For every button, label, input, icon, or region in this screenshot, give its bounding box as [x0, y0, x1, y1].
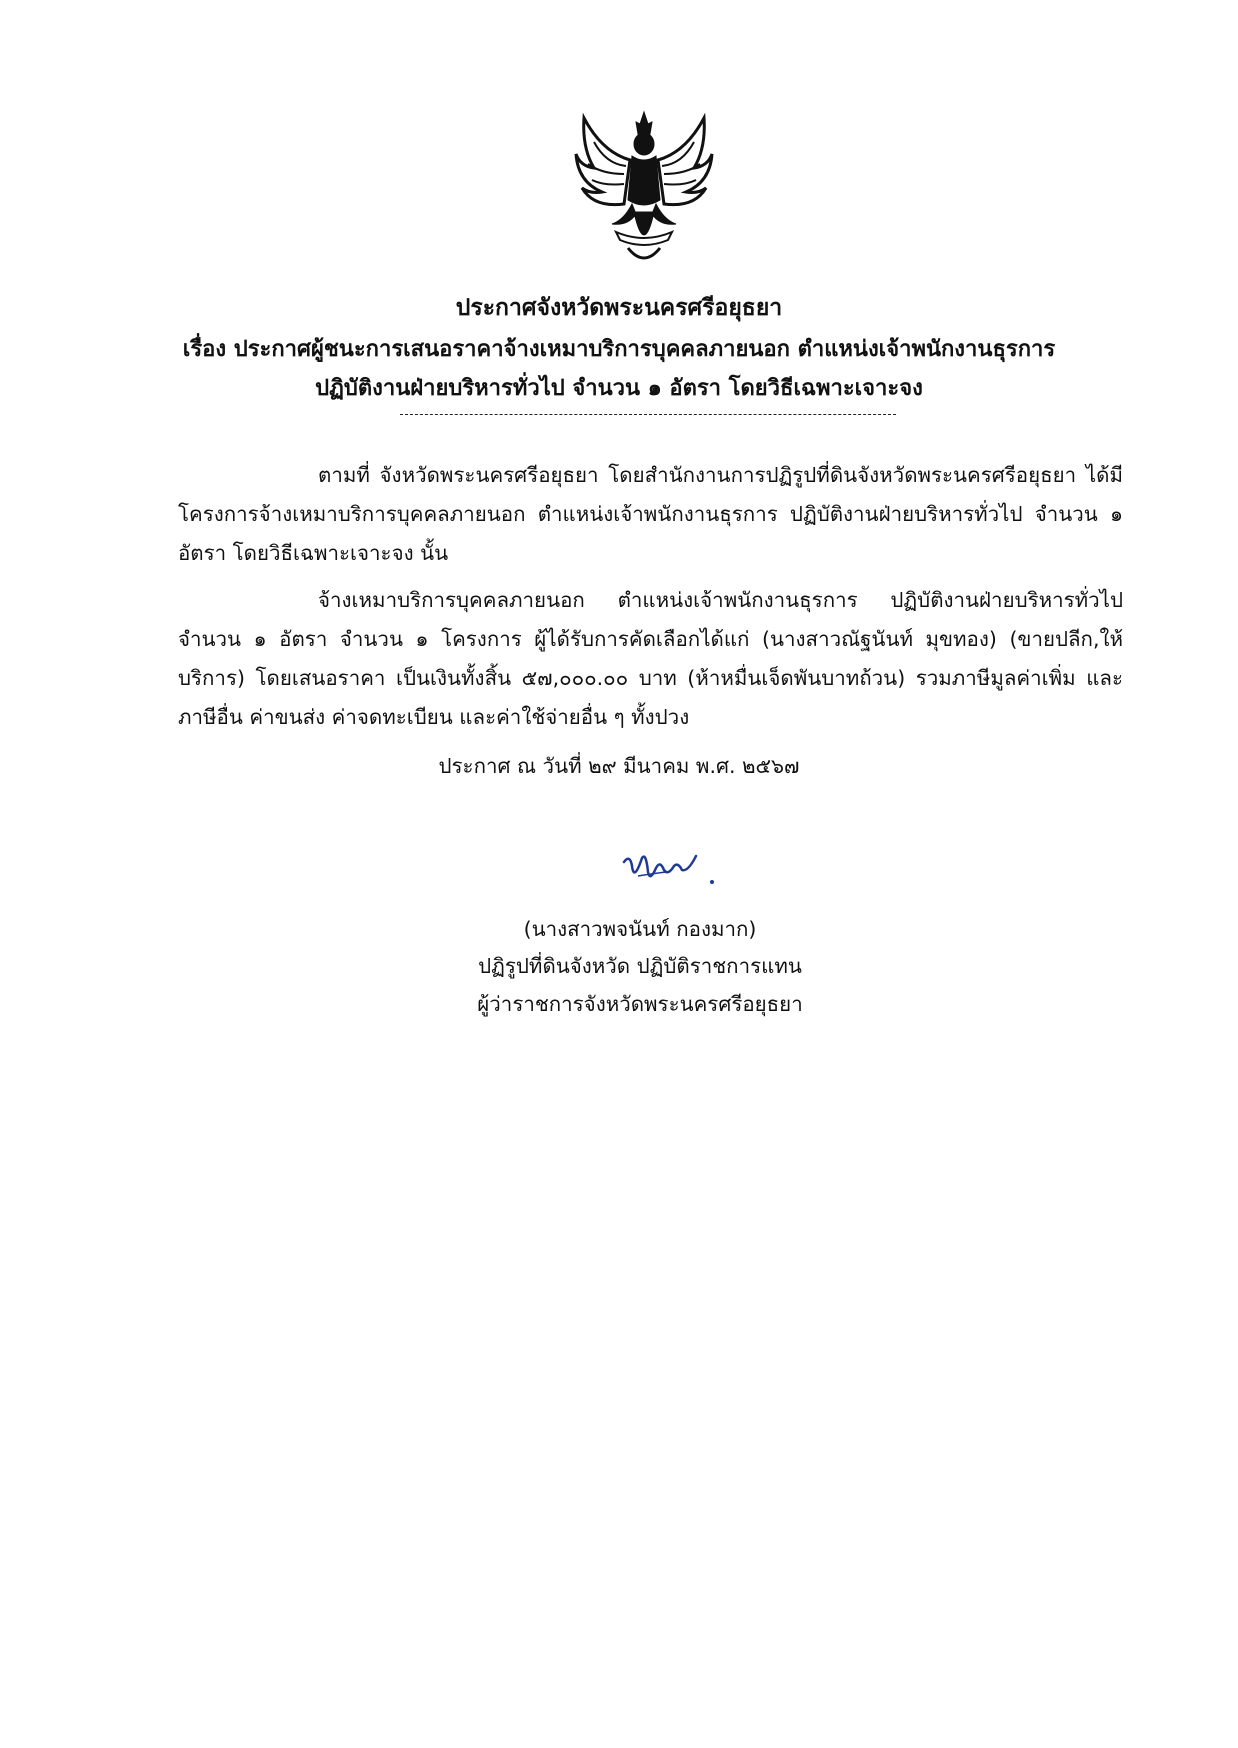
- signatory-name: (นางสาวพจนันท์ กองมาก): [523, 917, 757, 941]
- subject-line-2: ปฏิบัติงานฝ่ายบริหารทั่วไป จำนวน ๑ อัตรา โดยวิธีเฉพาะเจาะจง: [315, 376, 923, 401]
- announcement-date: ประกาศ ณ วันที่ ๒๙ มีนาคม พ.ศ. ๒๕๖๗: [438, 754, 800, 778]
- subject-line-1: เรื่อง ประกาศผู้ชนะการเสนอราคาจ้างเหมาบริการบุคคลภายนอก ตำแหน่งเจ้าพนักงานธุรการ: [182, 337, 1056, 362]
- document-title: ประกาศจังหวัดพระนครศรีอยุธยา: [455, 295, 783, 321]
- paragraph-2: [178, 581, 1123, 737]
- handwritten-signature: [620, 848, 720, 896]
- paragraph-1-text: ตามที่ จังหวัดพระนครศรีอยุธยา โดยสำนักงานการปฏิรูปที่ดินจังหวัดพระนครศรีอยุธยา ได้มีโครงการจ้างเหมาบริการบุคคลภายนอก ตำแหน่งเจ้าพนักงานธุรการ ปฏิบัติงานฝ่ายบริหารทั่วไป จำนวน ๑ อัตรา โดยวิธีเฉพาะเจาะจง นั้น: [178, 463, 1123, 565]
- divider-line: [400, 414, 896, 415]
- signatory-position-1: ปฏิรูปที่ดินจังหวัด ปฏิบัติราชการแทน: [478, 954, 802, 978]
- paragraph-1: [178, 456, 1123, 573]
- paragraph-2-text: จ้างเหมาบริการบุคคลภายนอก ตำแหน่งเจ้าพนักงานธุรการ ปฏิบัติงานฝ่ายบริหารทั่วไป จำนวน ๑ อัตรา จำนวน ๑ โครงการ ผู้ได้รับการคัดเลือกได้แก่ (นางสาวณัฐนันท์ มุขทอง) (ขายปลีก,ให้บริการ) โดยเสนอราคา เป็นเงินทั้งสิ้น ๕๗,๐๐๐.๐๐ บาท (ห้าหมื่นเจ็ดพันบาทถ้วน) รวมภาษีมูลค่าเพิ่ม และภาษีอื่น ค่าขนส่ง ค่าจดทะเบียน และค่าใช้จ่ายอื่น ๆ ทั้งปวง: [178, 588, 1123, 729]
- garuda-emblem-icon: [572, 108, 716, 270]
- signatory-position-2: ผู้ว่าราชการจังหวัดพระนครศรีอยุธยา: [477, 992, 803, 1016]
